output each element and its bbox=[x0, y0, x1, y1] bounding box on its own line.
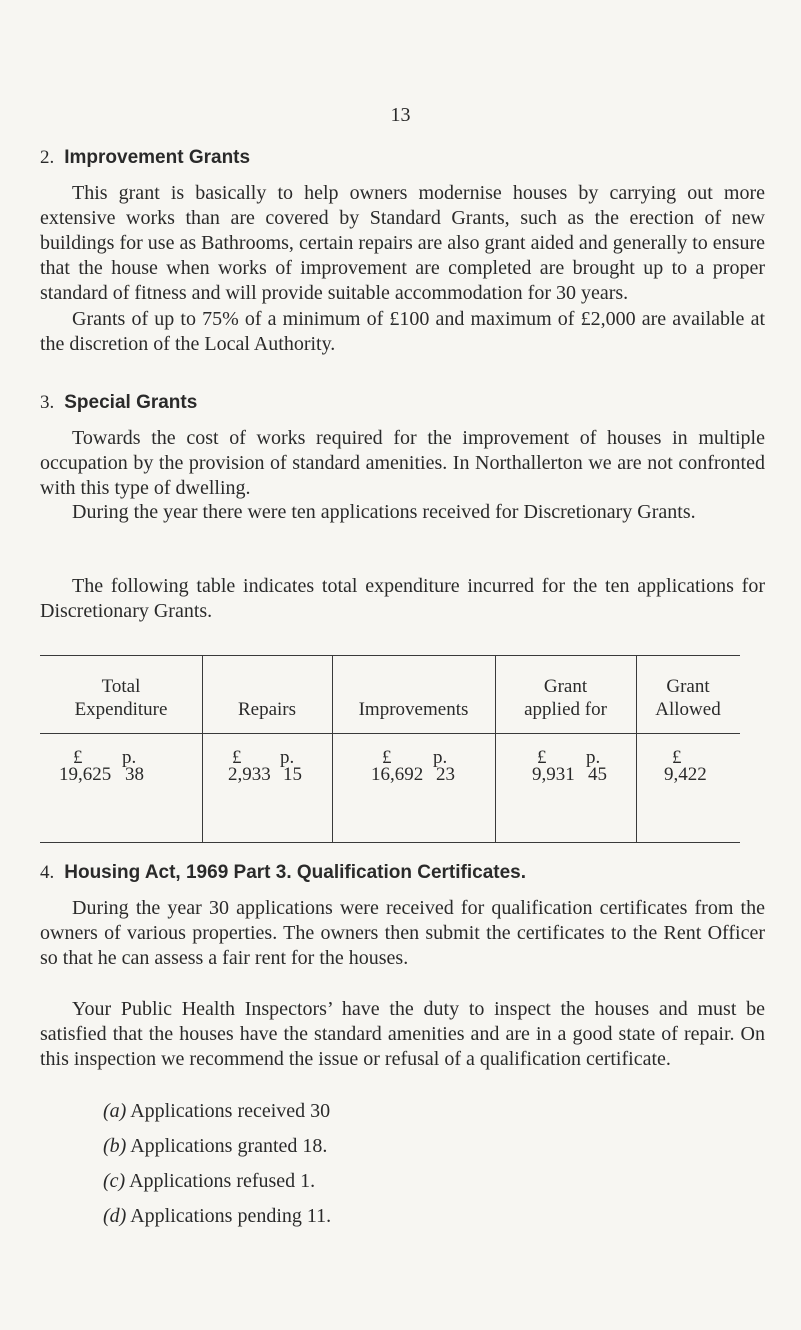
section-4-heading bbox=[40, 862, 526, 884]
list-item bbox=[103, 1170, 315, 1193]
section-4-paragraph-1: During the year 30 applications were received for qualification certificates from the owners of various properties. The owners then submit the certificates to the Rent Officer so that he can assess a fair rent for the houses. bbox=[40, 897, 765, 969]
unit-pounds: £ bbox=[672, 747, 682, 768]
header-line bbox=[332, 675, 495, 698]
page-number: 13 bbox=[390, 104, 411, 126]
header-line: Allowed bbox=[655, 699, 721, 720]
section-2-title: Improvement Grants bbox=[64, 147, 251, 168]
section-4-paragraph-2: Your Public Health Inspectors’ have the duty to inspect the houses and must be satisfied that the houses have the standard amenities and are in a good state of repair. On this inspection we recommend the issue or refusal of a qualification certificate. bbox=[40, 998, 765, 1070]
list-item-label: (b) bbox=[103, 1135, 127, 1157]
list-item-label: (d) bbox=[103, 1205, 127, 1227]
unit-pence: p. bbox=[586, 747, 601, 768]
unit-pence: p. bbox=[280, 747, 295, 768]
unit-pounds: £ bbox=[537, 747, 547, 768]
list-item-text: Applications refused 1. bbox=[129, 1170, 316, 1192]
unit-pounds: £ bbox=[73, 747, 83, 768]
value-grant-allowed-pounds: 9,422 bbox=[664, 764, 707, 785]
list-item-label: (a) bbox=[103, 1100, 127, 1122]
value-improvements-pence: 23 bbox=[436, 764, 455, 785]
section-3-title: Special Grants bbox=[64, 392, 198, 413]
section-3-number: 3. bbox=[40, 392, 55, 413]
table-top-rule bbox=[40, 655, 740, 656]
table-header-improvements bbox=[332, 675, 495, 721]
section-4-number: 4. bbox=[40, 862, 55, 883]
value-total-expenditure-pounds: 19,625 bbox=[59, 764, 112, 785]
section-2-heading bbox=[40, 147, 250, 169]
header-line: applied for bbox=[524, 699, 607, 720]
header-line: Grant bbox=[543, 676, 588, 697]
expenditure-table bbox=[40, 655, 740, 843]
header-line: Repairs bbox=[237, 699, 297, 720]
header-line: Total bbox=[101, 676, 141, 697]
value-grant-applied-pence: 45 bbox=[588, 764, 607, 785]
header-line: Improvements bbox=[358, 699, 469, 720]
value-total-expenditure-pence: 38 bbox=[125, 764, 144, 785]
unit-pence: p. bbox=[433, 747, 448, 768]
header-line: Grant bbox=[666, 676, 710, 697]
unit-pounds: £ bbox=[232, 747, 242, 768]
list-item-text: Applications granted 18. bbox=[130, 1135, 328, 1157]
list-item-text: Applications pending 11. bbox=[130, 1205, 332, 1227]
table-header-repairs bbox=[202, 675, 332, 721]
list-item bbox=[103, 1135, 327, 1158]
section-4-title: Housing Act, 1969 Part 3. Qualification Certificates. bbox=[64, 862, 527, 883]
value-improvements-pounds: 16,692 bbox=[371, 764, 424, 785]
section-2-paragraph-1: This grant is basically to help owners modernise houses by carrying out more extensive works than are covered by Standard Grants, such as the erection of new buildings for use as Bathrooms, certain repairs are also grant aided and generally to ensure that the house when works of improvement are completed are brought up to a proper standard of fitness and will provide suitable accommodation for 30 years. bbox=[40, 182, 765, 304]
value-grant-applied-pounds: 9,931 bbox=[532, 764, 575, 785]
section-3-heading bbox=[40, 392, 197, 414]
section-3-paragraph-3: The following table indicates total expenditure incurred for the ten applications for Discretionary Grants. bbox=[40, 575, 765, 622]
list-item-text: Applications received 30 bbox=[130, 1100, 331, 1122]
unit-pounds: £ bbox=[382, 747, 392, 768]
unit-pence: p. bbox=[122, 747, 137, 768]
value-repairs-pence: 15 bbox=[283, 764, 302, 785]
value-repairs-pounds: 2,933 bbox=[228, 764, 271, 785]
list-item bbox=[103, 1100, 330, 1123]
header-line: Expenditure bbox=[74, 699, 168, 720]
section-2-paragraph-2: Grants of up to 75% of a minimum of £100 and maximum of £2,000 are available at the discretion of the Local Authority. bbox=[40, 308, 765, 355]
table-header-grant-applied bbox=[495, 675, 636, 721]
section-3-paragraph-1: Towards the cost of works required for the improvement of houses in multiple occupation by the provision of standard amenities. In Northallerton we are not confronted with this type of dwelling. bbox=[40, 427, 765, 499]
table-header-grant-allowed bbox=[636, 675, 740, 721]
section-3-paragraph-2: During the year there were ten applications received for Discretionary Grants. bbox=[72, 501, 696, 523]
table-bottom-rule bbox=[40, 842, 740, 843]
list-item bbox=[103, 1205, 331, 1228]
section-2-number: 2. bbox=[40, 147, 55, 168]
header-line bbox=[202, 675, 332, 698]
table-header-rule bbox=[40, 733, 740, 734]
list-item-label: (c) bbox=[103, 1170, 126, 1192]
table-header-total-expenditure bbox=[40, 675, 202, 721]
